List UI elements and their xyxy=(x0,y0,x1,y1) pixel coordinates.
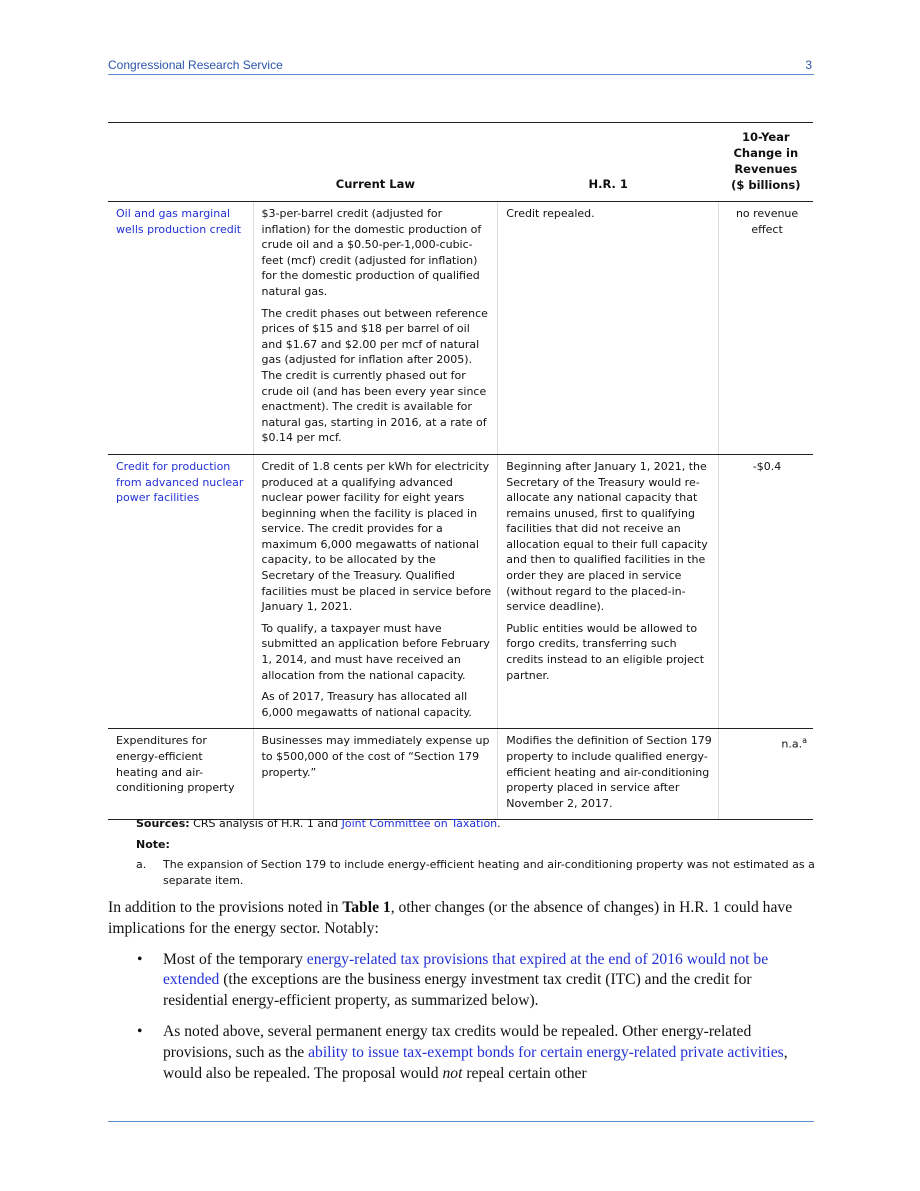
header-change-in-revenues xyxy=(719,123,813,202)
current-law-text: The credit phases out between reference prices of $15 and $18 per barrel of oil and $1.67 and $2.00 per mcf of natural gas (adjusted for inflation after 2005). The credit is currently phased out for crude oil (and has been every year since enactment). The credit is available for natural gas, starting in 2016, at a rate of $0.14 per mcf. xyxy=(261,306,488,445)
hr1-text: Beginning after January 1, 2021, the Secretary of the Treasury would re-allocate any national capacity that remains unused, first to qualifying facilities that did not receive an allocation equal to their full capacity and then to qualified facilities in the order they are placed in service (without regard to the placed-in-service deadline). xyxy=(506,459,708,614)
current-law-text: $3-per-barrel credit (adjusted for inflation) for the domestic production of crude oil and a $0.50-per-1,000-cubic-feet (mcf) credit (adjusted for inflation) for the domestic production of qualified natural gas. xyxy=(261,207,482,298)
page-header xyxy=(108,58,814,74)
footnote-text: The expansion of Section 179 to include energy-efficient heating and air-conditioning property was not estimated as a separate item. xyxy=(163,858,815,887)
header-hr1: H.R. 1 xyxy=(498,123,719,202)
sources-text: CRS analysis of H.R. 1 and xyxy=(193,817,339,830)
table-row xyxy=(108,729,813,820)
provisions-table xyxy=(108,122,813,820)
sources-label: Sources: xyxy=(136,817,190,830)
expired-provisions-link[interactable]: energy-related tax provisions that expired at the end of 2016 would not be extended xyxy=(163,950,769,989)
emphasis-text: not xyxy=(442,1064,463,1082)
table-header-row xyxy=(108,123,813,202)
table-reference: Table 1 xyxy=(342,899,391,916)
bullet-text: (the exceptions are the business energy investment tax credit (ITC) and the credit for residential energy-efficient property, as summarized below). xyxy=(163,971,752,1010)
revenue-change: n.a. xyxy=(781,738,803,752)
current-law-text: Credit of 1.8 cents per kWh for electricity produced at a qualifying advanced nuclear power facility for eight years beginning when the facility is placed in service. The credit provides for a maximum 6,000 megawatts of national capacity, to be allocated by the Secretary of the Treasury. Qualified facilities must be placed in service before January 1, 2021. xyxy=(261,459,492,614)
sources-line xyxy=(136,816,816,832)
paragraph-text: , other changes (or the absence of changes) in H.R. 1 could have implications for the energy sector. Notably: xyxy=(108,899,793,937)
header-line: ($ billions) xyxy=(731,178,801,192)
bullet-text: , would also be repealed. The proposal would xyxy=(163,1043,788,1082)
list-item xyxy=(108,1022,814,1084)
header-line: Revenues xyxy=(734,162,798,176)
footer-rule xyxy=(108,1121,814,1122)
header-rule xyxy=(108,74,814,75)
tax-exempt-bonds-link[interactable]: ability to issue tax-exempt bonds for certain energy-related private activities xyxy=(308,1043,784,1061)
provision-link-nuclear-credit[interactable]: Credit for production from advanced nuclear power facilities xyxy=(116,459,244,505)
footnote-a xyxy=(136,857,816,888)
current-law-text: As of 2017, Treasury has allocated all 6,000 megawatts of national capacity. xyxy=(261,690,472,719)
table-row xyxy=(108,202,813,455)
bullet-text: As noted above, several permanent energy tax credits would be repealed. Other energy-related provisions, such as the xyxy=(163,1022,752,1061)
bullet-icon: • xyxy=(137,950,143,968)
bullet-list xyxy=(108,950,814,1085)
body-text xyxy=(108,898,814,1094)
hr1-text: Credit repealed. xyxy=(506,207,595,220)
provision-text: Expenditures for energy-efficient heating and air-conditioning property xyxy=(108,729,253,820)
header-current-law: Current Law xyxy=(253,123,498,202)
header-provision xyxy=(108,123,253,202)
revenue-change: no revenue effect xyxy=(719,202,813,455)
sources-end: . xyxy=(497,817,501,830)
footnote-mark: a. xyxy=(136,858,147,871)
list-item xyxy=(108,950,814,1012)
provision-link-marginal-wells[interactable]: Oil and gas marginal wells production credit xyxy=(116,207,242,236)
revenue-change-cell xyxy=(719,729,813,820)
intro-paragraph xyxy=(108,898,814,940)
header-line: Change in xyxy=(733,146,799,160)
paragraph-text: In addition to the provisions noted in xyxy=(108,899,339,916)
page-number: 3 xyxy=(805,58,812,72)
bullet-icon: • xyxy=(137,1022,143,1040)
note-line xyxy=(136,837,816,853)
header-title: Congressional Research Service xyxy=(108,58,283,72)
jct-link[interactable]: Joint Committee on Taxation xyxy=(341,817,498,830)
hr1-text: Public entities would be allowed to forgo credits, transferring such credits instead to an eligible project partner. xyxy=(506,621,705,682)
current-law-text: Businesses may immediately expense up to $500,000 of the cost of “Section 179 property.” xyxy=(261,734,490,779)
bullet-text: repeal certain other xyxy=(466,1064,587,1082)
table-notes xyxy=(136,816,816,888)
bullet-text: Most of the temporary xyxy=(163,950,303,968)
table-row xyxy=(108,454,813,729)
header-line: 10-Year xyxy=(742,130,790,144)
footnote-ref[interactable]: a xyxy=(802,736,807,746)
note-label: Note: xyxy=(136,837,170,851)
current-law-text: To qualify, a taxpayer must have submitted an application before February 1, 2014, and must have received an allocation from the national capacity. xyxy=(261,621,490,682)
revenue-change: -$0.4 xyxy=(719,454,813,729)
hr1-text: Modifies the definition of Section 179 property to include qualified energy-efficient heating and air-conditioning property placed in service after November 2, 2017. xyxy=(506,734,712,810)
